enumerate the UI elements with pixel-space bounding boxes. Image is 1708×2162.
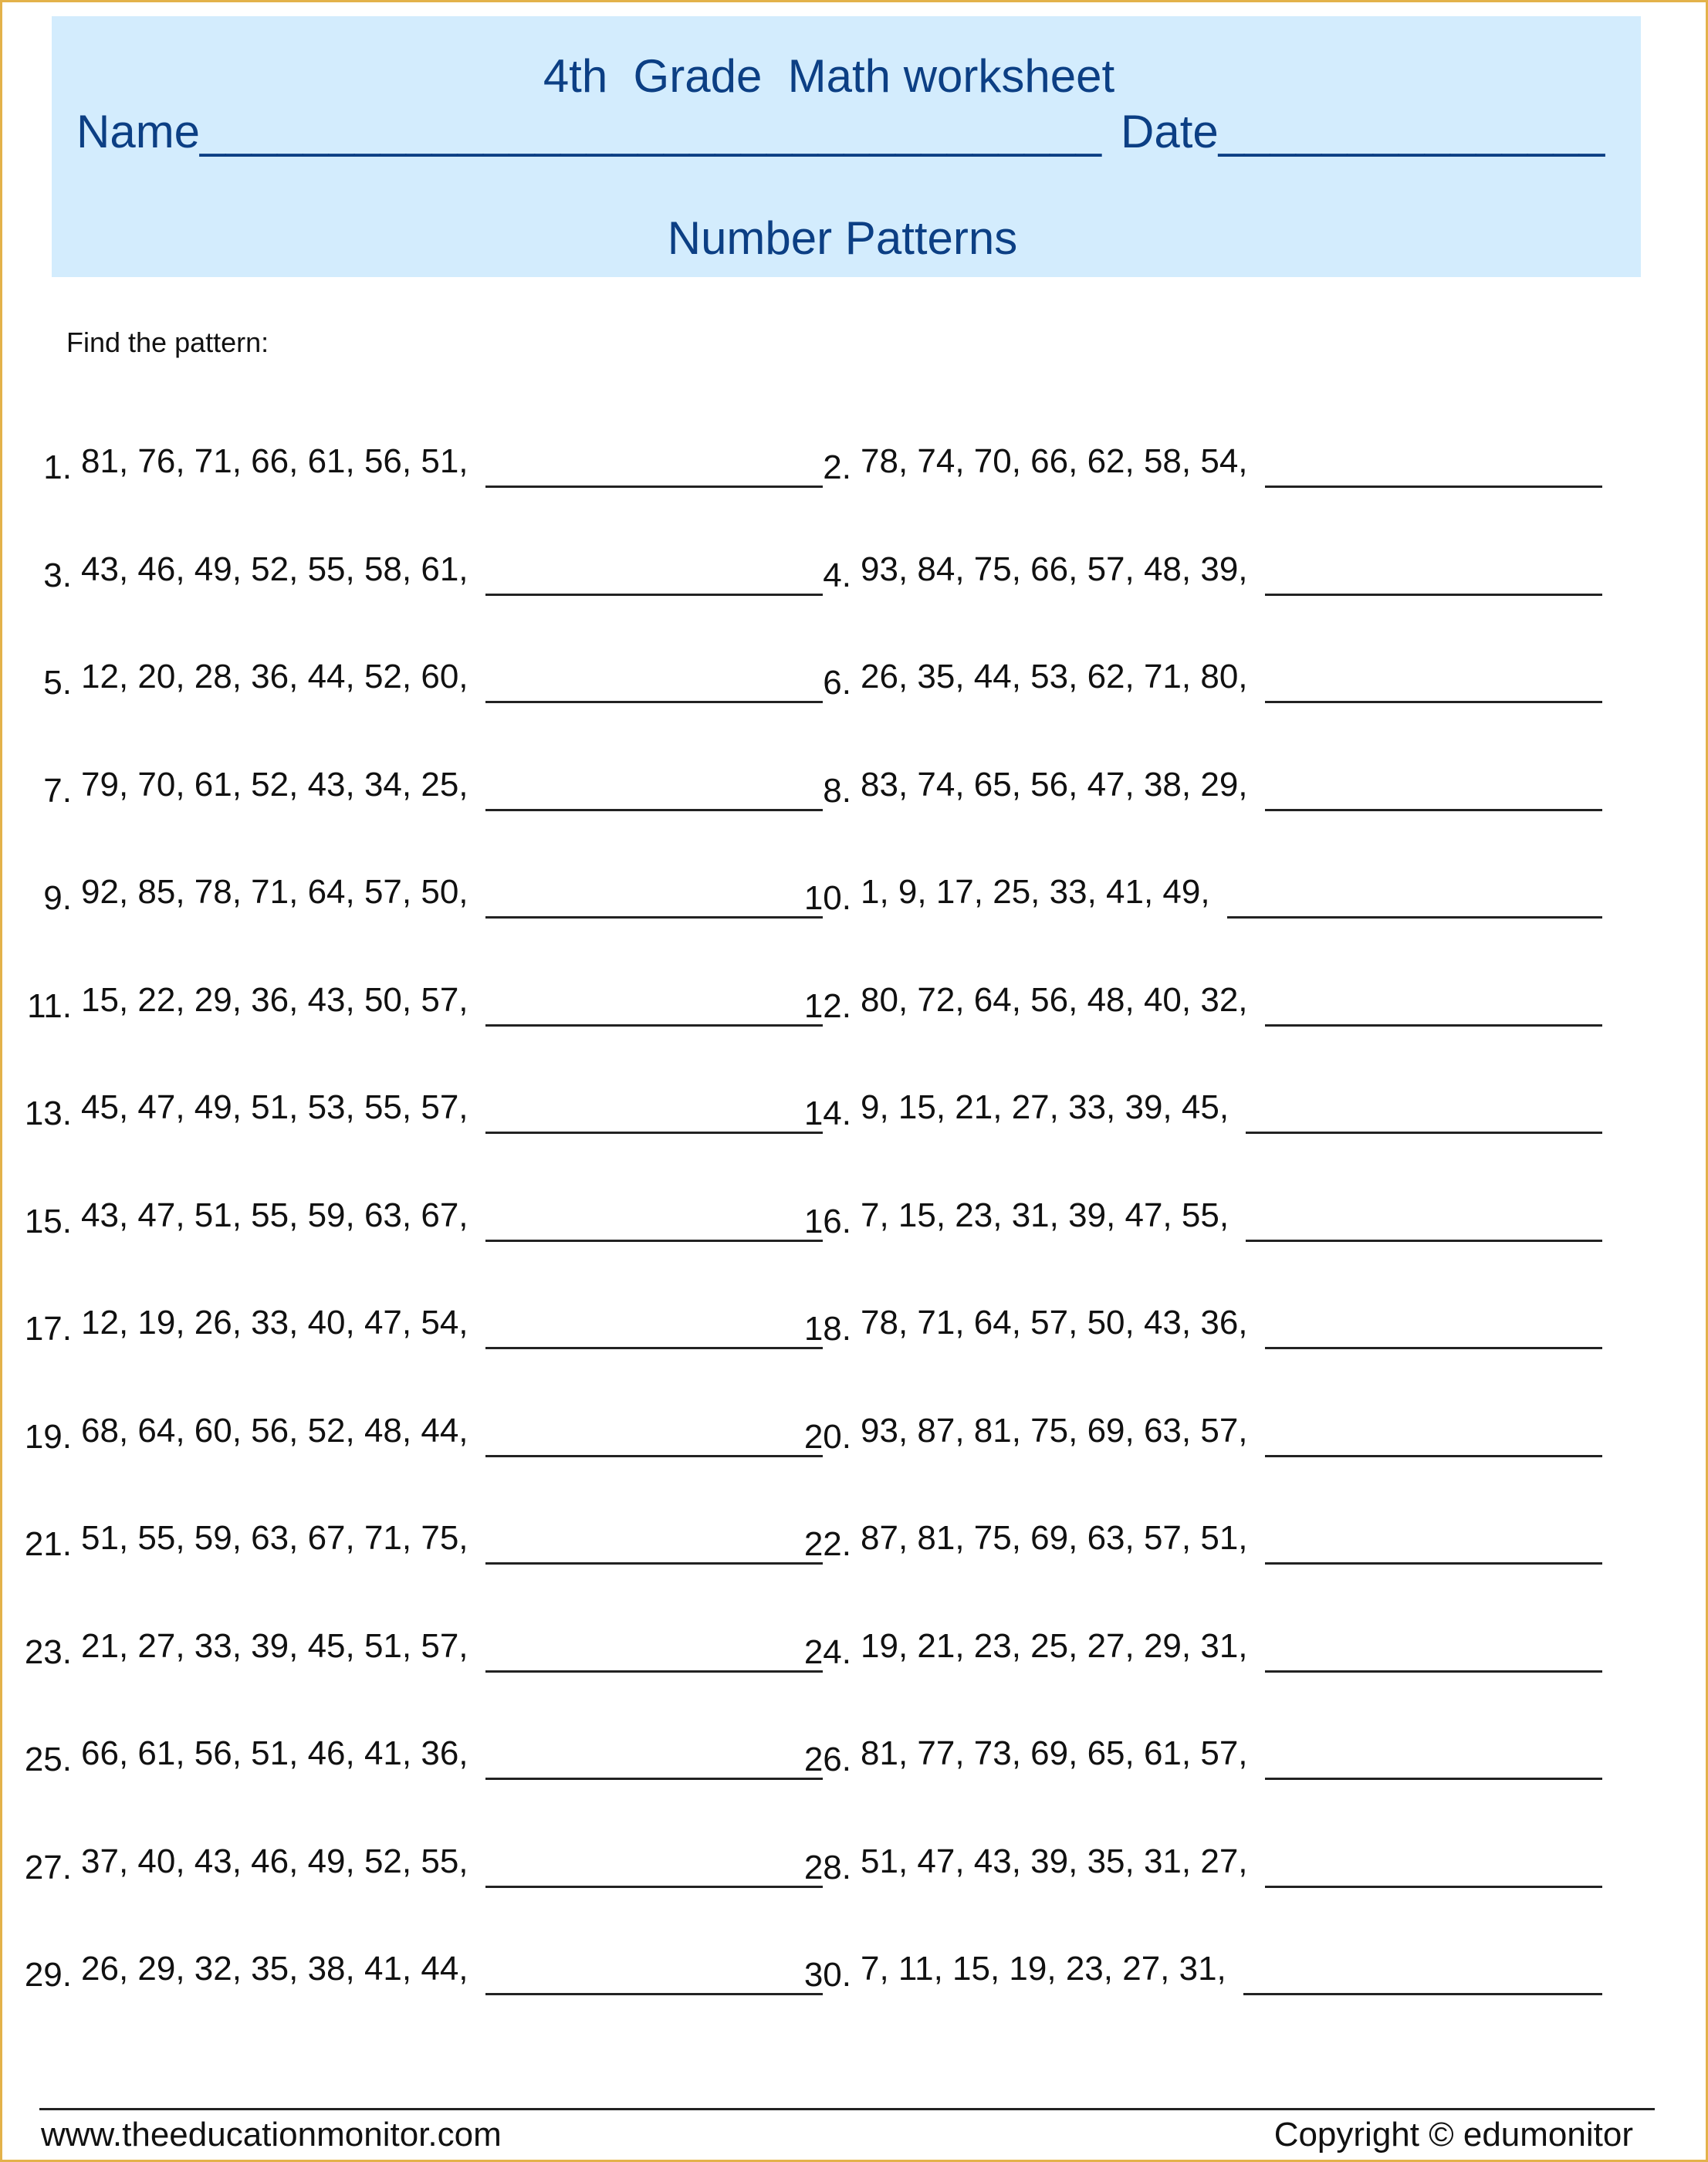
date-field-label: Date_______________ [1121,106,1605,157]
answer-line [1265,1455,1602,1457]
answer-line [1265,701,1602,703]
problem-number: 13. [24,1095,72,1132]
problem-number: 12. [803,987,851,1025]
problem-number: 22. [803,1525,851,1563]
answer-line [1265,594,1602,596]
problem-sequence: 7, 11, 15, 19, 23, 27, 31, [861,1950,1226,1988]
worksheet-title: 4th Grade Math worksheet [543,50,1115,102]
answer-line [1265,1562,1602,1565]
footer-copyright: Copyright © edumonitor [1273,2116,1633,2154]
problem-sequence: 15, 22, 29, 36, 43, 50, 57, [81,981,468,1019]
answer-line [485,1886,823,1888]
answer-line [1265,486,1602,488]
instruction-text: Find the pattern: [66,326,269,358]
problem-number: 30. [803,1956,851,1994]
problem-number: 16. [803,1203,851,1240]
problem-number: 2. [823,448,851,486]
answer-line [1265,1024,1602,1027]
problem-number: 26. [803,1741,851,1778]
problem-number: 7. [43,772,72,810]
footer-url: www.theeducationmonitor.com [41,2116,502,2154]
problem-sequence: 43, 47, 51, 55, 59, 63, 67, [81,1196,468,1234]
problem-number: 15. [24,1203,72,1240]
answer-line [1265,1886,1602,1888]
problem-sequence: 43, 46, 49, 52, 55, 58, 61, [81,550,468,588]
problem-sequence: 79, 70, 61, 52, 43, 34, 25, [81,766,468,804]
problem-number: 29. [24,1956,72,1994]
answer-line [1243,1993,1602,1995]
name-field-label: Name___________________________________ [76,106,1101,157]
problem-sequence: 21, 27, 33, 39, 45, 51, 57, [81,1627,468,1665]
header-banner [52,16,1641,277]
answer-line [485,1993,823,1995]
problem-sequence: 37, 40, 43, 46, 49, 52, 55, [81,1842,468,1880]
answer-line [485,1240,823,1242]
problem-sequence: 78, 71, 64, 57, 50, 43, 36, [861,1304,1248,1342]
problem-sequence: 78, 74, 70, 66, 62, 58, 54, [861,442,1248,480]
problem-sequence: 45, 47, 49, 51, 53, 55, 57, [81,1088,468,1126]
problem-number: 6. [823,664,851,702]
answer-line [485,1562,823,1565]
footer-divider [39,2108,1655,2110]
problem-sequence: 93, 84, 75, 66, 57, 48, 39, [861,550,1248,588]
answer-line [1227,916,1602,919]
problem-sequence: 51, 47, 43, 39, 35, 31, 27, [861,1842,1248,1880]
problem-sequence: 9, 15, 21, 27, 33, 39, 45, [861,1088,1229,1126]
answer-line [485,1024,823,1027]
answer-line [485,701,823,703]
problem-sequence: 12, 20, 28, 36, 44, 52, 60, [81,658,468,695]
answer-line [485,1455,823,1457]
problem-number: 21. [24,1525,72,1563]
problem-number: 28. [803,1849,851,1886]
problem-number: 8. [823,772,851,810]
problem-sequence: 66, 61, 56, 51, 46, 41, 36, [81,1734,468,1772]
answer-line [485,486,823,488]
problem-sequence: 81, 76, 71, 66, 61, 56, 51, [81,442,468,480]
problem-sequence: 1, 9, 17, 25, 33, 41, 49, [861,873,1210,911]
problem-sequence: 80, 72, 64, 56, 48, 40, 32, [861,981,1248,1019]
problem-sequence: 92, 85, 78, 71, 64, 57, 50, [81,873,468,911]
problem-sequence: 19, 21, 23, 25, 27, 29, 31, [861,1627,1248,1665]
answer-line [485,1778,823,1780]
problem-sequence: 68, 64, 60, 56, 52, 48, 44, [81,1412,468,1450]
problem-sequence: 81, 77, 73, 69, 65, 61, 57, [861,1734,1248,1772]
problem-sequence: 87, 81, 75, 69, 63, 57, 51, [861,1519,1248,1557]
problem-sequence: 26, 35, 44, 53, 62, 71, 80, [861,658,1248,695]
problem-sequence: 12, 19, 26, 33, 40, 47, 54, [81,1304,468,1342]
problem-sequence: 26, 29, 32, 35, 38, 41, 44, [81,1950,468,1988]
answer-line [485,1132,823,1134]
problem-number: 17. [24,1310,72,1348]
problem-number: 11. [27,987,72,1025]
problem-number: 9. [43,879,72,917]
problem-number: 25. [24,1741,72,1778]
problem-number: 18. [803,1310,851,1348]
problem-number: 10. [803,879,851,917]
section-title: Number Patterns [667,212,1018,264]
answer-line [485,809,823,811]
answer-line [1246,1132,1602,1134]
answer-line [485,594,823,596]
problem-sequence: 51, 55, 59, 63, 67, 71, 75, [81,1519,468,1557]
problem-number: 20. [803,1418,851,1456]
answer-line [1265,1778,1602,1780]
problem-number: 14. [803,1095,851,1132]
problem-grid [2,435,1708,2009]
problem-number: 24. [803,1633,851,1671]
answer-line [1246,1240,1602,1242]
answer-line [485,916,823,919]
problem-number: 3. [43,557,72,594]
problem-number: 5. [43,664,72,702]
problem-number: 4. [823,557,851,594]
answer-line [485,1670,823,1673]
answer-line [1265,1347,1602,1349]
problem-sequence: 7, 15, 23, 31, 39, 47, 55, [861,1196,1229,1234]
problem-number: 23. [24,1633,72,1671]
problem-sequence: 83, 74, 65, 56, 47, 38, 29, [861,766,1248,804]
answer-line [485,1347,823,1349]
problem-number: 27. [24,1849,72,1886]
problem-number: 1. [43,448,72,486]
answer-line [1265,1670,1602,1673]
problem-number: 19. [24,1418,72,1456]
answer-line [1265,809,1602,811]
problem-sequence: 93, 87, 81, 75, 69, 63, 57, [861,1412,1248,1450]
